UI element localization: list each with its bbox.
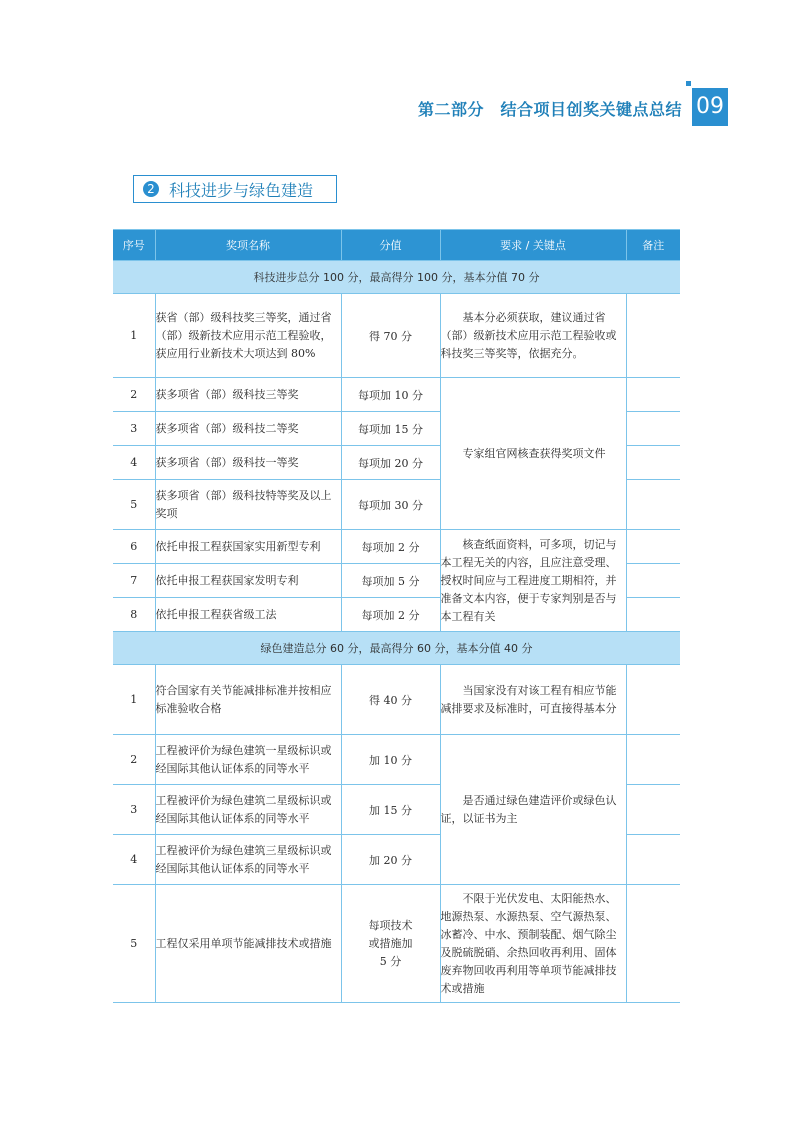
table-header-row — [113, 230, 680, 261]
row-score: 得 70 分 — [341, 294, 440, 378]
table-row — [113, 665, 680, 735]
row-remark — [626, 598, 680, 632]
row-award-name: 依托申报工程获国家实用新型专利 — [155, 530, 341, 564]
header-accent-dot — [686, 81, 691, 86]
table-row — [113, 885, 680, 1003]
row-score: 每项技术或措施加 5 分 — [341, 885, 440, 1003]
row-requirement — [440, 378, 626, 530]
col-header-score: 分值 — [341, 230, 440, 261]
row-no: 7 — [113, 564, 155, 598]
row-award-name: 获省（部）级科技奖三等奖，通过省（部）级新技术应用示范工程验收，获应用行业新技术大项达到 80% — [155, 294, 341, 378]
requirement-text: 核查纸面资料，可多项，切记与本工程无关的内容，且应注意受理、授权时间应与工程进度工期相符，并准备文本内容，便于专家判别是否与本工程有关 — [440, 537, 617, 623]
row-award-name: 工程被评价为绿色建筑二星级标识或经国际其他认证体系的同等水平 — [155, 785, 341, 835]
row-remark — [626, 564, 680, 598]
row-score: 加 15 分 — [341, 785, 440, 835]
requirement-text: 基本分必须获取，建议通过省（部）级新技术应用示范工程验收或科技奖三等奖等，依据充分。 — [440, 310, 617, 360]
row-no: 4 — [113, 835, 155, 885]
row-no: 4 — [113, 446, 155, 480]
row-no: 1 — [113, 665, 155, 735]
requirement-text: 不限于光伏发电、太阳能热水、地源热泵、水源热泵、空气源热泵、冰蓄冷、中水、预制装配、烟气除尘及脱硫脱硝、余热回收再利用、固体废弃物回收再利用等单项节能减排技术或措施 — [440, 891, 617, 995]
row-score: 每项加 20 分 — [341, 446, 440, 480]
row-score: 每项加 2 分 — [341, 598, 440, 632]
row-award-name: 工程仅采用单项节能减排技术或措施 — [155, 885, 341, 1003]
row-remark — [626, 885, 680, 1003]
requirement-text: 专家组官网核查获得奖项文件 — [462, 446, 606, 460]
row-award-name: 获多项省（部）级科技一等奖 — [155, 446, 341, 480]
col-header-remark: 备注 — [626, 230, 680, 261]
band-tech-text: 科技进步总分 100 分，最高得分 100 分，基本分值 70 分 — [113, 261, 680, 294]
row-requirement — [440, 665, 626, 735]
row-score: 每项加 15 分 — [341, 412, 440, 446]
row-score: 得 40 分 — [341, 665, 440, 735]
row-award-name: 工程被评价为绿色建筑三星级标识或经国际其他认证体系的同等水平 — [155, 835, 341, 885]
col-header-award: 奖项名称 — [155, 230, 341, 261]
table-row — [113, 530, 680, 564]
col-header-requirement: 要求 / 关键点 — [440, 230, 626, 261]
row-no: 2 — [113, 735, 155, 785]
table-row — [113, 735, 680, 785]
row-score: 每项加 2 分 — [341, 530, 440, 564]
requirement-text: 当国家没有对该工程有相应节能减排要求及标准时，可直接得基本分 — [440, 683, 617, 715]
row-remark — [626, 480, 680, 530]
page-number: 09 — [692, 88, 728, 126]
table-row — [113, 294, 680, 378]
row-requirement — [440, 735, 626, 885]
band-row-tech — [113, 261, 680, 294]
section-number-badge: 2 — [143, 181, 159, 197]
row-no: 3 — [113, 412, 155, 446]
row-award-name: 获多项省（部）级科技二等奖 — [155, 412, 341, 446]
row-award-name: 符合国家有关节能减排标准并按相应标准验收合格 — [155, 665, 341, 735]
col-header-no: 序号 — [113, 230, 155, 261]
row-no: 8 — [113, 598, 155, 632]
row-requirement — [440, 885, 626, 1003]
row-remark — [626, 446, 680, 480]
row-remark — [626, 785, 680, 835]
row-award-name: 依托申报工程获省级工法 — [155, 598, 341, 632]
table-row — [113, 378, 680, 412]
row-no: 5 — [113, 885, 155, 1003]
row-remark — [626, 294, 680, 378]
row-remark — [626, 378, 680, 412]
row-award-name: 获多项省（部）级科技三等奖 — [155, 378, 341, 412]
band-row-green — [113, 632, 680, 665]
row-no: 6 — [113, 530, 155, 564]
row-score: 加 20 分 — [341, 835, 440, 885]
section-heading — [133, 175, 337, 203]
row-award-name: 工程被评价为绿色建筑一星级标识或经国际其他认证体系的同等水平 — [155, 735, 341, 785]
row-remark — [626, 412, 680, 446]
row-no: 2 — [113, 378, 155, 412]
row-score: 加 10 分 — [341, 735, 440, 785]
row-remark — [626, 835, 680, 885]
row-requirement — [440, 530, 626, 632]
requirement-text: 是否通过绿色建造评价或绿色认证，以证书为主 — [440, 793, 617, 825]
row-no: 3 — [113, 785, 155, 835]
row-score: 每项加 10 分 — [341, 378, 440, 412]
running-header-title: 第二部分 结合项目创奖关键点总结 — [417, 100, 682, 119]
row-award-name: 依托申报工程获国家发明专利 — [155, 564, 341, 598]
section-title: 科技进步与绿色建造 — [169, 180, 314, 200]
row-requirement — [440, 294, 626, 378]
row-score: 每项加 5 分 — [341, 564, 440, 598]
row-no: 1 — [113, 294, 155, 378]
row-score: 每项加 30 分 — [341, 480, 440, 530]
row-no: 5 — [113, 480, 155, 530]
band-green-text: 绿色建造总分 60 分，最高得分 60 分，基本分值 40 分 — [113, 632, 680, 665]
row-remark — [626, 665, 680, 735]
row-award-name: 获多项省（部）级科技特等奖及以上奖项 — [155, 480, 341, 530]
row-remark — [626, 735, 680, 785]
award-criteria-table — [113, 229, 680, 1003]
row-remark — [626, 530, 680, 564]
